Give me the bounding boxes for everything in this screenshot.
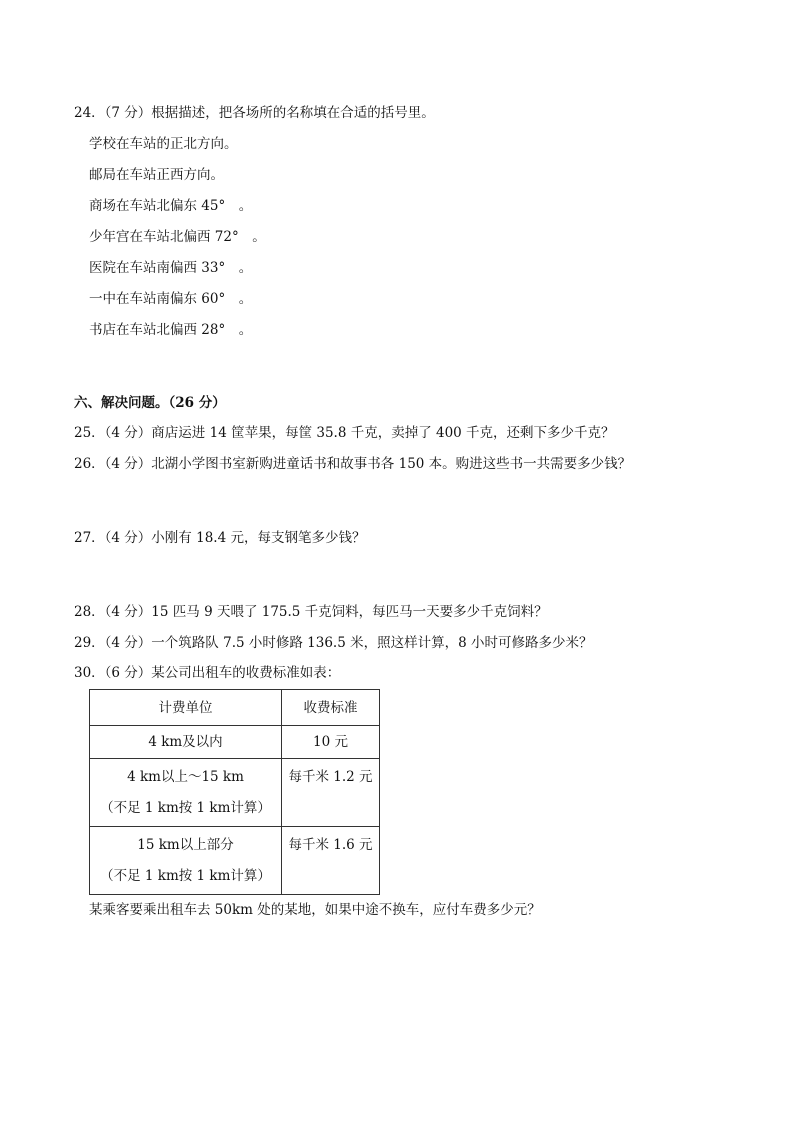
- question-30-text: 某乘客要乘出租车去 50km 处的某地，如果中途不换车，应付车费多少元？: [89, 902, 541, 918]
- table-cell-fee: 每千米 1.6 元: [282, 827, 380, 895]
- question-29: 29．（4 分）一个筑路队 7.5 小时修路 136.5 米，照这样计算，8 小时可修路多少米？: [74, 635, 593, 651]
- question-30-heading: 30．（6 分）某公司出租车的收费标准如表：: [74, 665, 341, 681]
- table-row: [90, 726, 380, 759]
- question-27: 27．（4 分）小刚有 18.4 元，每支钢笔多少钱？: [74, 530, 366, 546]
- table-cell-unit: [90, 759, 282, 827]
- q24-statement: 一中在车站南偏东 60° 。: [89, 291, 253, 307]
- q24-statement: 医院在车站南偏西 33° 。: [89, 260, 253, 276]
- table-cell-fee: 每千米 1.2 元: [282, 759, 380, 827]
- question-26: 26．（4 分）北湖小学图书室新购进童话书和故事书各 150 本。购进这些书一共需要多少钱？: [74, 456, 632, 472]
- table-header-cell: 收费标准: [282, 690, 380, 726]
- table-cell-unit: [90, 827, 282, 895]
- q24-statement: 商场在车站北偏东 45° 。: [89, 198, 253, 214]
- table-cell-line: 15 km以上部分: [137, 836, 234, 853]
- table-cell-line: （不足 1 km按 1 km计算）: [100, 799, 271, 816]
- q24-statement: 书店在车站北偏西 28° 。: [89, 322, 253, 338]
- question-28: 28．（4 分）15 匹马 9 天喂了 175.5 千克饲料，每匹马一天要多少千克饲料？: [74, 604, 548, 620]
- section-title: 六、解决问题。（26 分）: [74, 395, 226, 411]
- table-row: [90, 827, 380, 895]
- table-cell-line: （不足 1 km按 1 km计算）: [100, 867, 271, 884]
- table-cell-unit: 4 km及以内: [90, 726, 282, 759]
- fee-table: [89, 689, 380, 895]
- q24-statement: 学校在车站的正北方向。: [89, 136, 238, 152]
- table-cell-line: 4 km以上～15 km: [127, 768, 244, 785]
- q24-heading: 24．（7 分）根据描述，把各场所的名称填在合适的括号里。: [74, 105, 435, 121]
- table-cell-fee: 10 元: [282, 726, 380, 759]
- table-header-cell: 计费单位: [90, 690, 282, 726]
- q24-statement: 邮局在车站正西方向。: [89, 167, 224, 183]
- table-row: [90, 759, 380, 827]
- table-header-row: [90, 690, 380, 726]
- question-25: 25．（4 分）商店运进 14 筐苹果，每筐 35.8 千克，卖掉了 400 千克，还剩下多少千克？: [74, 425, 615, 441]
- q24-statement: 少年宫在车站北偏西 72° 。: [89, 229, 266, 245]
